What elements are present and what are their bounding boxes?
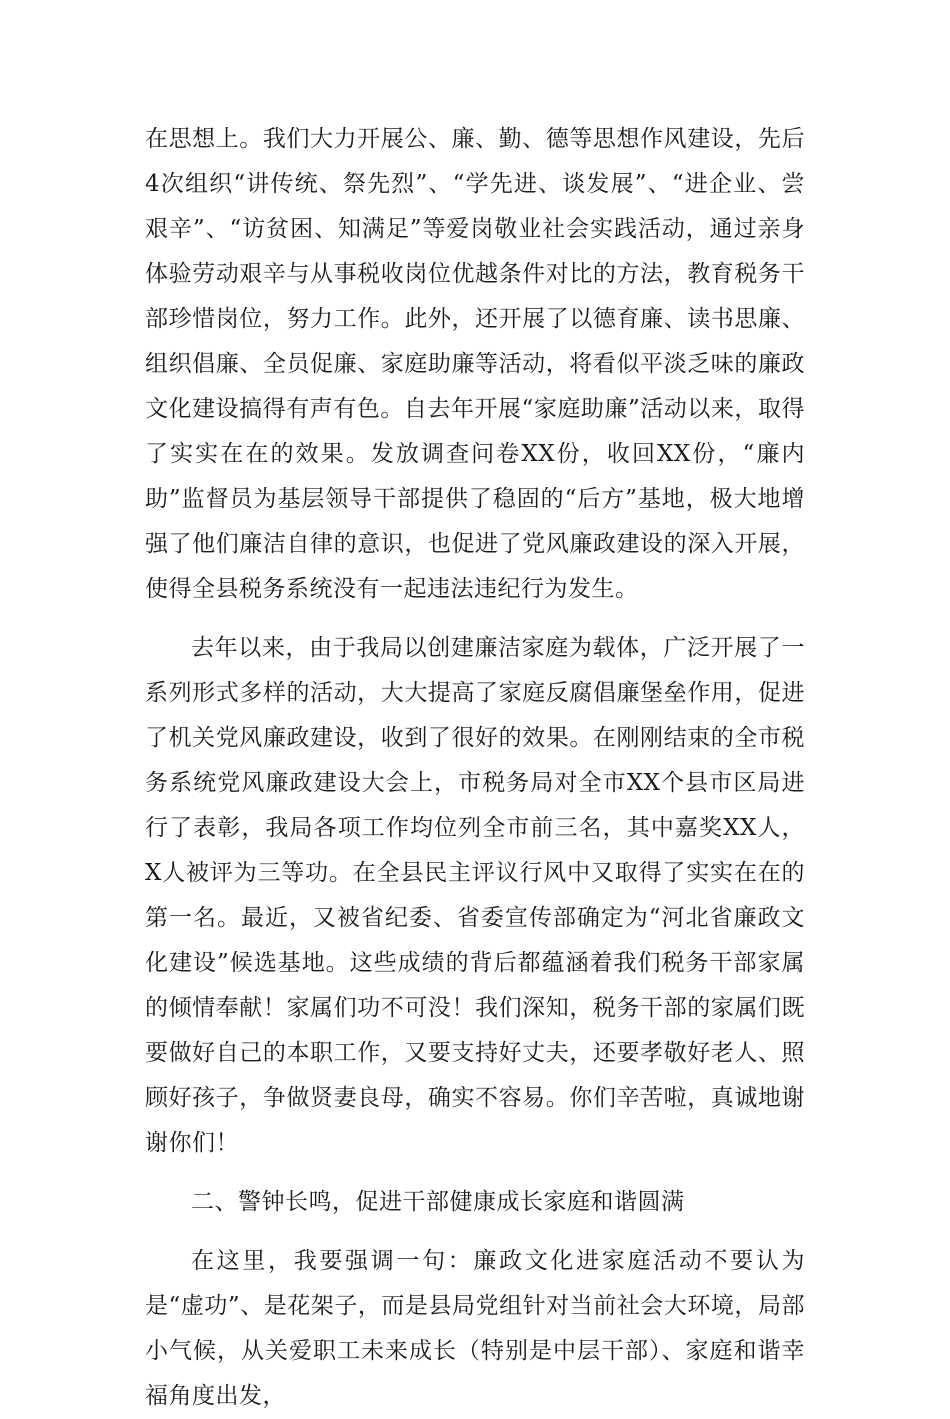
document-body (145, 117, 805, 1419)
section-heading: 二、警钟长鸣，促进干部健康成长家庭和谐圆满 (191, 1189, 685, 1215)
paragraph-3: 在这里，我要强调一句：廉政文化进家庭活动不要认为是“虚功”、是花架子，而是县局党组针对当前社会大环境，局部小气候，从关爱职工未来成长（特别是中层干部）、家庭和谐幸福角度出发， (145, 1248, 805, 1409)
paragraph-1: 在思想上。我们大力开展公、廉、勤、德等思想作风建设，先后4次组织“讲传统、祭先烈”、“学先进、谈发展”、“进企业、尝艰辛”、“访贫困、知满足”等爱岗敬业社会实践活动，通过亲身体验劳动艰辛与从事税收岗位优越条件对比的方法，教育税务干部珍惜岗位，努力工作。此外，还开展了以德育廉、读书思廉、组织倡廉、全员促廉、家庭助廉等活动，将看似平淡乏味的廉政文化建设搞得有声有色。自去年开展“家庭助廉”活动以来，取得了实实在在的效果。发放调查问卷XX份，收回XX份，“廉内助”监督员为基层领导干部提供了稳固的“后方”基地，极大地增强了他们廉洁自律的意识，也促进了党风廉政建设的深入开展，使得全县税务系统没有一起违法违纪行为发生。 (145, 126, 805, 602)
paragraph-2: 去年以来，由于我局以创建廉洁家庭为载体，广泛开展了一系列形式多样的活动，大大提高了家庭反腐倡廉堡垒作用，促进了机关党风廉政建设，收到了很好的效果。在刚刚结束的全市税务系统党风廉政建设大会上，市税务局对全市XX个县市区局进行了表彰，我局各项工作均位列全市前三名，其中嘉奖XX人，X人被评为三等功。在全县民主评议行风中又取得了实实在在的第一名。最近，又被省纪委、省委宣传部确定为“河北省廉政文化建设”候选基地。这些成绩的背后都蕴涵着我们税务干部家属的倾情奉献！家属们功不可没！我们深知，税务干部的家属们既要做好自己的本职工作，又要支持好丈夫，还要孝敬好老人、照顾好孩子，争做贤妻良母，确实不容易。你们辛苦啦，真诚地谢谢你们！ (145, 635, 805, 1156)
